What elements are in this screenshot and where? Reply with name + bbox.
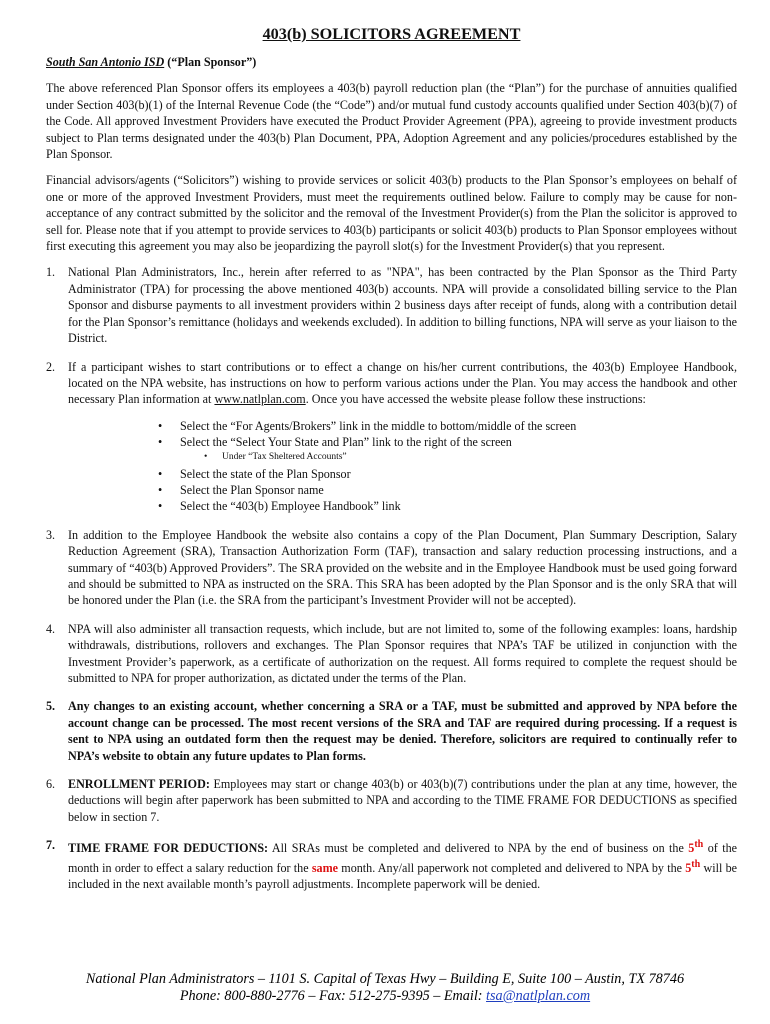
instruction-list <box>158 466 737 515</box>
document-title: 403(b) SOLICITORS AGREEMENT <box>262 25 521 43</box>
section-text: All SRAs must be completed and delivered to NPA by the end of business on the <box>268 841 689 856</box>
section-lead: TIME FRAME FOR DEDUCTIONS: <box>68 841 269 856</box>
section-number: 6. <box>46 777 56 792</box>
list-item: • Under “Tax Sheltered Accounts” <box>204 451 737 464</box>
page-footer <box>0 971 770 1005</box>
section-text: Employees may start or change 403(b) or 403(b)(7) contributions under the plan at any time, however, the deductions will begin after paperwork has been submitted to NPA and according to the TIME FRAME FOR DEDUCTIONS as specified below in section 7. <box>68 777 737 824</box>
deadline-day <box>685 858 701 875</box>
section-2 <box>46 359 737 515</box>
footer-email-link[interactable]: tsa@natlplan.com <box>486 988 591 1004</box>
plan-sponsor-suffix: (“Plan Sponsor”) <box>164 55 257 69</box>
section-text: In addition to the Employee Handbook the website also contains a copy of the Plan Document, Plan Summary Description, Salary Reduction Agreement (SRA), Transaction Authorization Form (TAF), transaction and salary reduction processing instructions, and a summary of “403(b) Approved Providers”. The SRA provided on the website and in the Employee Handbook must be used going forward and should be submitted to NPA as instructed on the SRA. This SRA has been adopted by the Plan Sponsor and is the only SRA that will be honored under the Plan (i.e. the SRA from the participant’s Investment Provider will not be accepted). <box>68 527 737 608</box>
section-1 <box>46 264 737 346</box>
section-text: of the month in order to effect a salary reduction for the <box>68 841 737 875</box>
agreement-sections <box>46 264 737 892</box>
section-text: If a participant wishes to start contributions or to effect a change on his/her current contributions, the 403(b) Employee Handbook, located on the NPA website, has instructions on how to perform various actions under the Plan. You may access the handbook and other necessary Plan information at <box>68 359 737 407</box>
list-item: • Select the “Select Your State and Plan” link to the right of the screen <box>158 434 737 450</box>
intro-paragraph-1: The above referenced Plan Sponsor offers its employees a 403(b) payroll reduction plan (the “Plan”) for the purchase of annuities qualified under Section 403(b)(1) of the Internal Revenue Code (the “Code”) and/or mutual fund custody accounts qualified under Section 403(b)(7) of the Code. All approved Investment Providers have executed the Product Provider Agreement (PPA), agreeing to provide investment products subject to Plan terms designated under the 403(b) Plan Document, PPA, Adoption Agreement and any policies/procedures established by the Plan Sponsor. <box>46 81 737 162</box>
deadline-number: 5 <box>685 860 692 875</box>
deadline-ordinal: th <box>694 839 704 851</box>
footer-address: National Plan Administrators – 1101 S. Capital of Texas Hwy – Building E, Suite 100 – Austin, TX 78746 <box>85 971 685 987</box>
list-item: • Select the “For Agents/Brokers” link in the middle to bottom/middle of the screen <box>158 418 737 434</box>
footer-contact <box>0 988 770 1005</box>
section-4 <box>46 621 737 687</box>
plan-sponsor-line <box>46 54 737 70</box>
list-item: • Select the Plan Sponsor name <box>158 482 737 498</box>
section-text: NPA will also administer all transaction requests, which include, but are not limited to, some of the following examples: loans, hardship withdrawals, distributions, rollovers and exchanges. The Plan Sponsor requires that NPA’s TAF be utilized in conjunction with the Investment Provider’s paperwork, as a certificate of authorization on the request. All forms required to complete the request should be submitted to NPA for proper authorization, as dictated under the terms of the Plan. <box>68 621 737 685</box>
intro-paragraph-2: Financial advisors/agents (“Solicitors”) wishing to provide services or solicit 403(b) products to the Plan Sponsor’s employees on behalf of one or more of the approved Investment Providers, must meet the requirements outlined below. Failure to comply may be cause for non-acceptance of any contract submitted by the solicitor and the removal of the Investment Provider(s) from the Plan the solicitor is approved to sell for. Please note that if you attempt to provide services to 403(b) participants or solicit 403(b) products to Plan Sponsor employees without first executing this agreement you may also be jeopardizing the payroll slot(s) for the Investment Provider(s) that you represent. <box>46 173 737 254</box>
deadline-number: 5 <box>688 841 695 856</box>
section-number: 7. <box>46 838 56 853</box>
section-text: . Once you have accessed the website please follow these instructions: <box>305 392 646 407</box>
website-link[interactable]: www.natlplan.com <box>214 392 306 407</box>
plan-sponsor-name: South San Antonio ISD <box>46 55 165 69</box>
section-text: Any changes to an existing account, whether concerning a SRA or a TAF, must be submitted and approved by NPA before the account change can be processed. The most recent versions of the SRA and TAF are required during processing. If a request is sent to NPA using an outdated form then the request may be denied. Therefore, solicitors are required to continually refer to NPA’s website to obtain any future updates to Plan forms. <box>68 699 737 763</box>
section-text: month. Any/all paperwork not completed and delivered to NPA by the <box>338 860 686 875</box>
section-number: 3. <box>46 527 56 542</box>
footer-phone-fax: Phone: 800-880-2776 – Fax: 512-275-9395 – Email: <box>179 988 487 1004</box>
section-text: National Plan Administrators, Inc., herein after referred to as "NPA", has been contracted by the Plan Sponsor as the Third Party Administrator (TPA) for processing the above mentioned 403(b) accounts. NPA will provide a consolidated billing service to the Plan Sponsor and disburse payments to all investment providers within 2 business days after receipt of funds, along with a contribution detail for the Plan Sponsor’s remittance (holidays and weekends excluded). In addition to billing functions, NPA will serve as your liaison to the District. <box>68 265 737 346</box>
section-text: will be included in the next available month’s payroll adjustments. Incomplete paperwork will be denied. <box>68 860 737 892</box>
section-6 <box>46 776 737 825</box>
instruction-list <box>158 418 737 451</box>
sub-instruction-list <box>204 451 737 464</box>
section-7 <box>46 837 737 892</box>
list-item: • Select the state of the Plan Sponsor <box>158 466 737 482</box>
deadline-day <box>688 841 703 855</box>
same-emphasis: same <box>311 860 339 875</box>
section-lead: ENROLLMENT PERIOD: <box>68 777 210 792</box>
section-5 <box>46 698 737 764</box>
section-number: 4. <box>46 621 56 636</box>
section-number: 1. <box>46 265 56 280</box>
list-item: • Select the “403(b) Employee Handbook” link <box>158 498 737 514</box>
section-number: 2. <box>46 359 56 374</box>
section-number: 5. <box>46 699 56 714</box>
section-3 <box>46 527 737 609</box>
deadline-ordinal: th <box>691 858 701 870</box>
